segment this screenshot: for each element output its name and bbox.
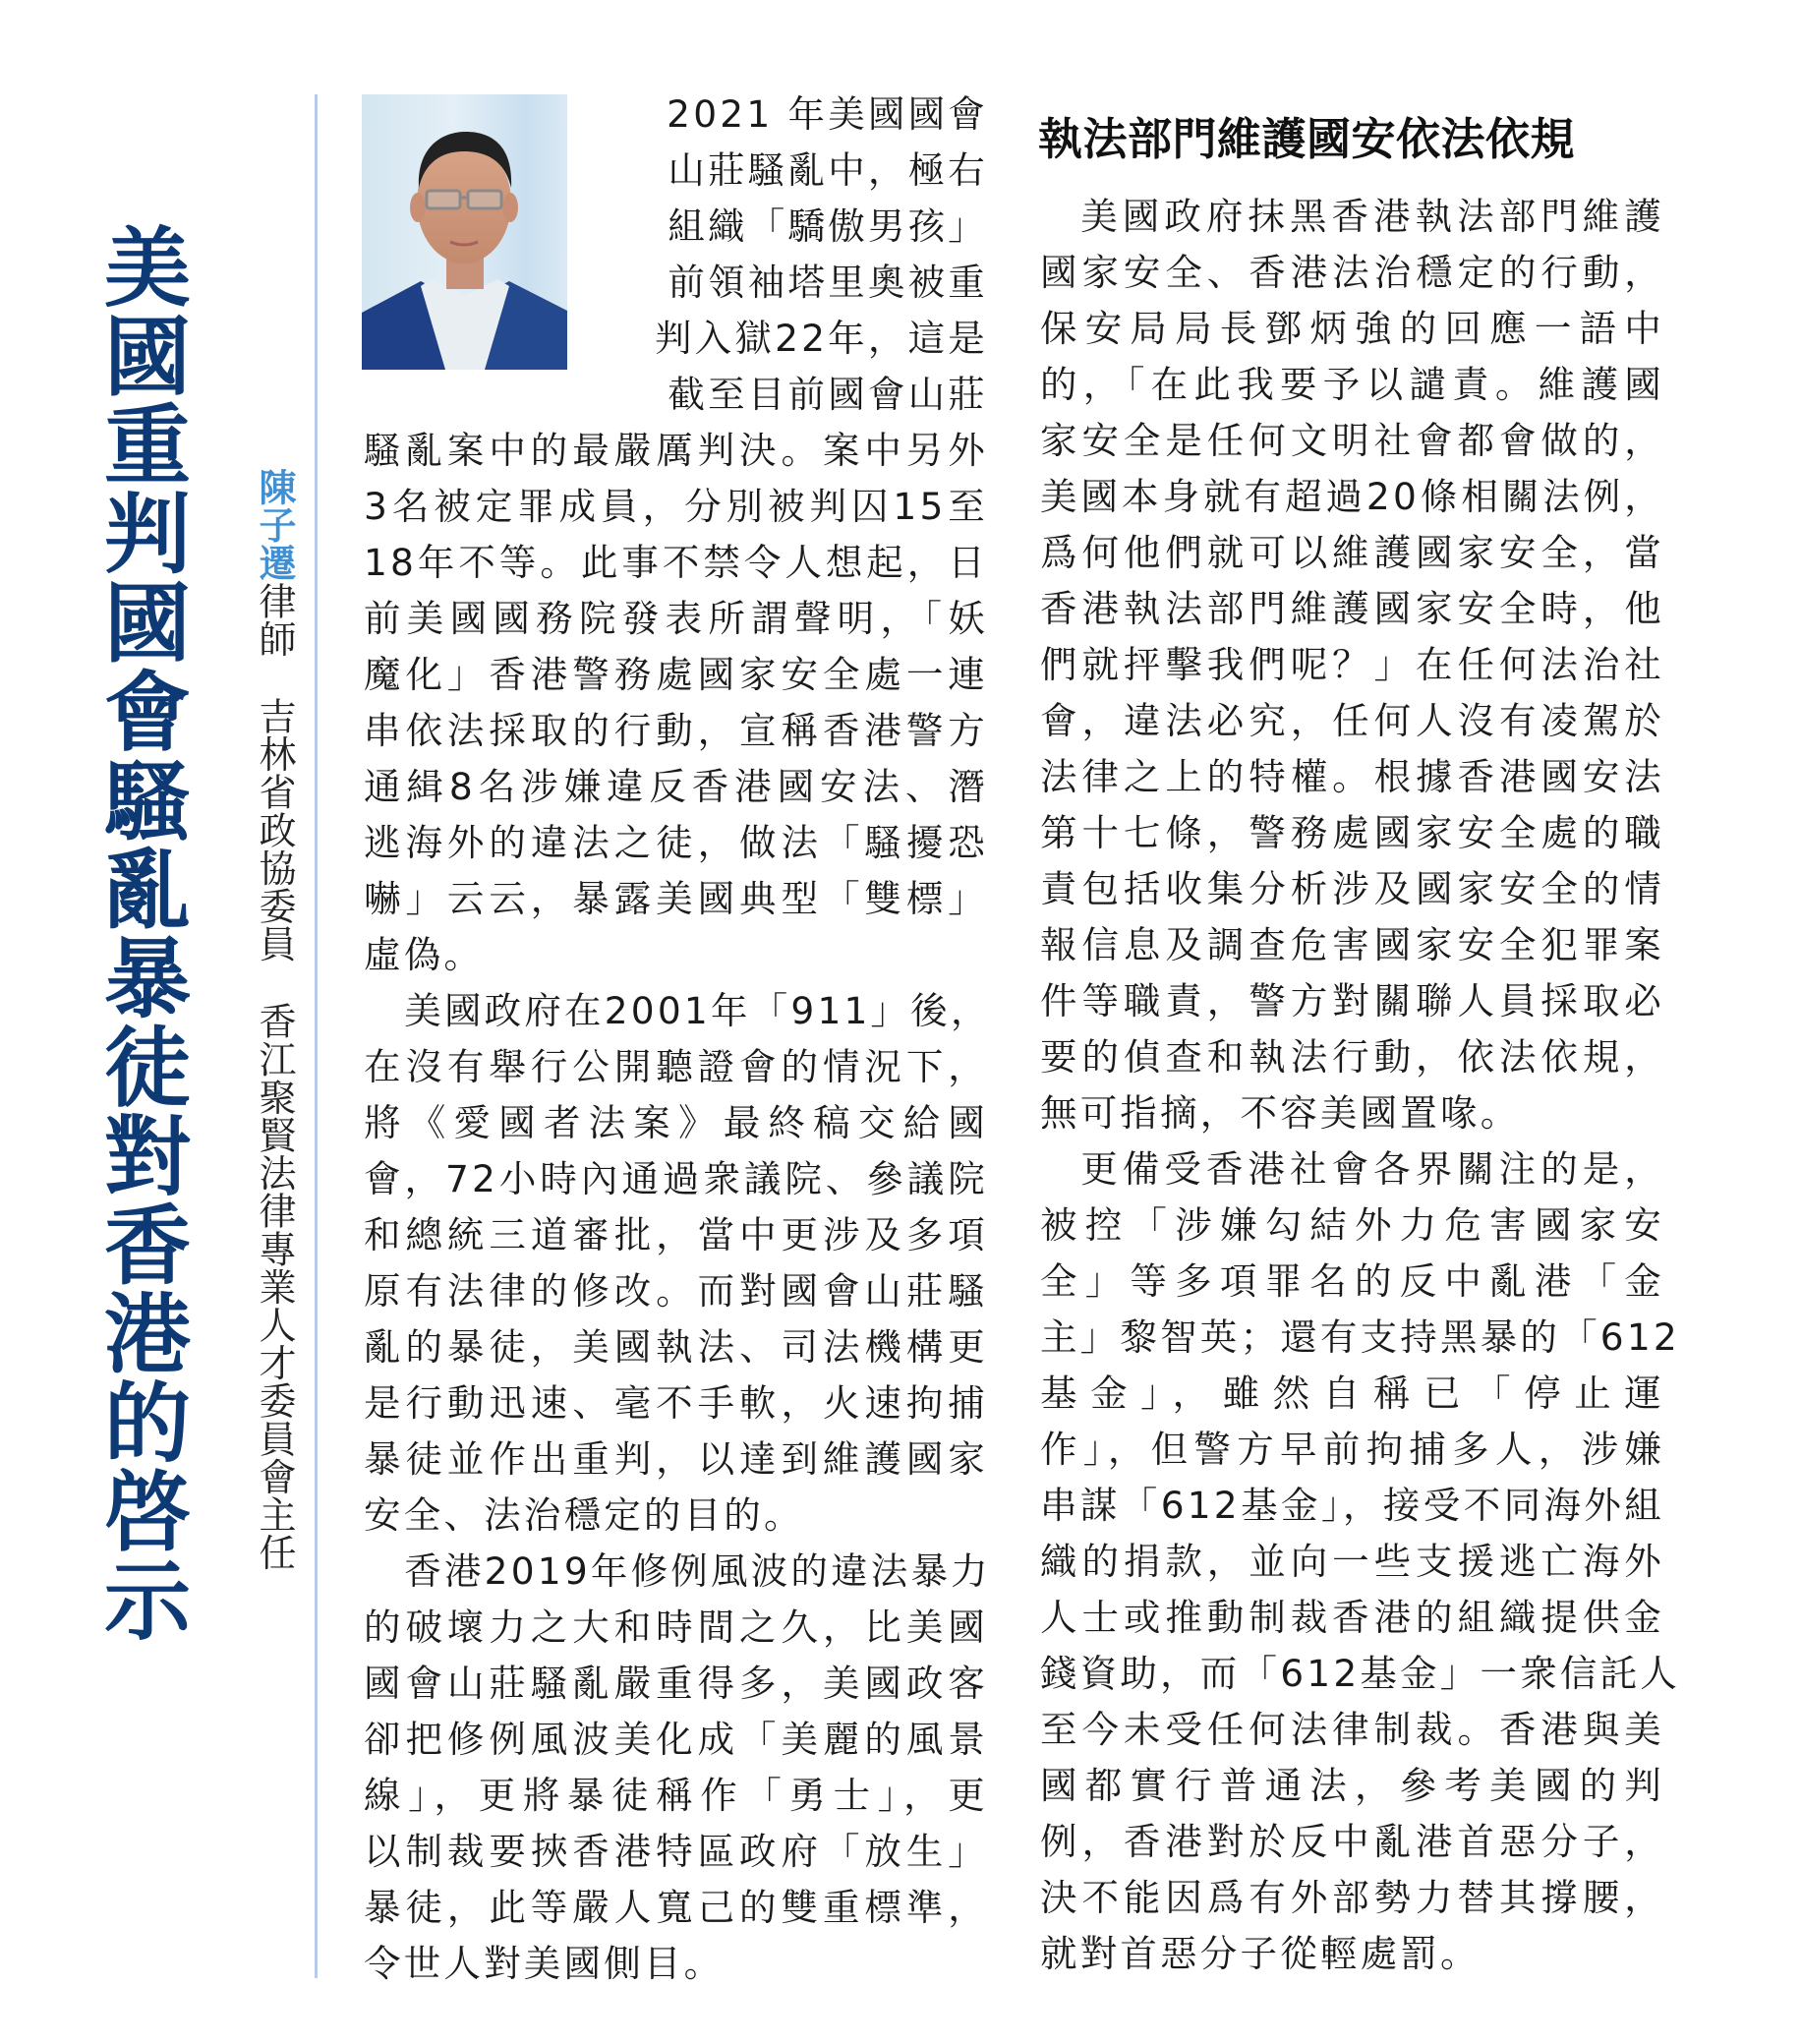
text-line: 嚇」云云，暴露美國典型「雙標」 [364,877,988,920]
text-line: 逃海外的違法之徒，做法「騷擾恐 [364,821,988,864]
text-line: 爲何他們就可以維護國家安全，當 [1040,531,1664,574]
text-line: 虛偽。 [364,933,485,976]
article-column-right [1040,189,1680,1982]
text-line: 的破壞力之大和時間之久，比美國 [364,1606,988,1649]
text-line: 被控「涉嫌勾結外力危害國家安 [1040,1203,1664,1247]
text-line: 織的捐款，並向一些支援逃亡海外 [1040,1540,1664,1583]
paragraph [364,423,988,983]
text-line: 的，「在此我要予以譴責。維護國 [1040,363,1664,406]
text-line: 暴徒並作出重判，以達到維護國家 [364,1437,988,1481]
text-line: 基金」，雖然自稱已「停止運 [1040,1372,1664,1415]
text-line: 無可指摘，不容美國置喙。 [1040,1091,1521,1135]
column-divider [315,94,318,1978]
text-line: 串依法採取的行動，宣稱香港警方 [364,709,988,752]
text-line: 亂的暴徒，美國執法、司法機構更 [364,1325,988,1369]
author-affiliation-2: 香江聚賢法律專業人才委員會主任 [253,1002,296,1572]
text-line: 要的偵查和執法行動，依法依規， [1040,1035,1664,1079]
text-line: 第十七條，警務處國家安全處的職 [1040,811,1664,854]
lead-line: 2021 年美國國會 [667,92,988,136]
lead-line: 截至目前國會山莊 [668,373,988,416]
text-line: 18年不等。此事不禁令人想起，日 [364,541,988,584]
paragraph [1040,1141,1680,1982]
article-column-middle [364,87,991,1992]
text-line: 件等職責，警方對關聯人員採取必 [1040,979,1664,1022]
paragraph [364,983,991,1544]
text-line: 令世人對美國側目。 [364,1942,725,1985]
text-line: 錢資助，而「612基金」一衆信託人 [1040,1652,1680,1695]
text-line: 至今未受任何法律制裁。香港與美 [1040,1708,1664,1751]
text-line: 保安局局長鄧炳強的回應一語中 [1040,307,1664,350]
text-line: 美國政府在2001年「911」後， [404,989,991,1032]
lead-line: 判入獄22年，這是 [654,317,988,360]
author-title: 律師 [253,581,296,659]
text-line: 法律之上的特權。根據香港國安法 [1040,755,1664,798]
text-line: 原有法律的修改。而對國會山莊騷 [364,1269,988,1313]
section-subheading: 執法部門維護國安依法依規 [1038,113,1576,165]
paragraph [1040,189,1664,1141]
text-line: 國家安全、香港法治穩定的行動， [1040,251,1664,294]
text-line: 會，72小時內通過衆議院、參議院 [364,1157,988,1200]
text-line: 以制裁要挾香港特區政府「放生」 [364,1830,988,1873]
author-byline [250,468,299,1571]
text-line: 美國本身就有超過20條相關法例， [1040,475,1664,518]
text-line: 國都實行普通法，參考美國的判 [1040,1764,1664,1807]
text-line: 作」，但警方早前拘捕多人，涉嫌 [1040,1428,1664,1471]
text-line: 責包括收集分析涉及國家安全的情 [1040,867,1664,910]
author-affiliation-1: 吉林省政協委員 [253,697,296,964]
text-line: 香港執法部門維護國家安全時，他 [1040,587,1664,630]
text-line: 家安全是任何文明社會都會做的， [1040,419,1664,462]
text-line: 主」黎智英；還有支持黑暴的「612 [1040,1315,1680,1359]
text-line: 們就抨擊我們呢？」在任何法治社 [1040,643,1664,686]
text-line: 國會山莊騷亂嚴重得多，美國政客 [364,1662,988,1705]
text-line: 報信息及調查危害國家安全犯罪案 [1040,923,1664,966]
text-line: 將《愛國者法案》最終稿交給國 [364,1101,988,1144]
lead-line: 前領袖塔里奧被重 [668,261,988,304]
text-line: 前美國國務院發表所謂聲明，「妖 [364,597,988,640]
text-line: 線」，更將暴徒稱作「勇士」，更 [364,1774,988,1817]
text-line: 例，香港對於反中亂港首惡分子， [1040,1820,1664,1863]
text-line: 就對首惡分子從輕處罰。 [1040,1932,1481,1975]
text-line: 是行動迅速、毫不手軟，火速拘捕 [364,1381,988,1425]
text-line: 更備受香港社會各界關注的是， [1080,1147,1664,1191]
article-headline: 美國重判國會騷亂暴徒對香港的啓示 [90,222,192,1645]
text-line: 會，違法必究，任何人沒有凌駕於 [1040,699,1664,742]
text-line: 串謀「612基金」，接受不同海外組 [1040,1484,1664,1527]
text-line: 3名被定罪成員，分別被判囚15至 [364,485,988,528]
text-line: 在沒有舉行公開聽證會的情況下， [364,1045,988,1088]
text-line: 人士或推動制裁香港的組織提供金 [1040,1596,1664,1639]
lead-line: 山莊騷亂中，極右 [668,148,988,192]
text-line: 暴徒，此等嚴人寬己的雙重標準， [364,1886,988,1929]
text-line: 和總統三道審批，當中更涉及多項 [364,1213,988,1256]
text-line: 安全、法治穩定的目的。 [364,1493,804,1537]
text-line: 美國政府抹黑香港執法部門維護 [1080,195,1664,238]
lead-line: 組織「驕傲男孩」 [668,204,988,248]
text-line: 魔化」香港警務處國家安全處一連 [364,653,988,696]
text-line: 卻把修例風波美化成「美麗的風景 [364,1718,988,1761]
author-name: 陳子遷 [253,468,296,582]
text-line: 騷亂案中的最嚴厲判決。案中另外 [364,429,988,472]
text-line: 決不能因爲有外部勢力替其撐腰， [1040,1876,1664,1919]
text-line: 通緝8名涉嫌違反香港國安法、潛 [364,765,988,808]
lead-paragraph-wrap [364,87,988,423]
text-line: 香港2019年修例風波的違法暴力 [404,1549,991,1593]
text-line: 全」等多項罪名的反中亂港「金 [1040,1259,1664,1303]
paragraph [364,1544,991,1992]
